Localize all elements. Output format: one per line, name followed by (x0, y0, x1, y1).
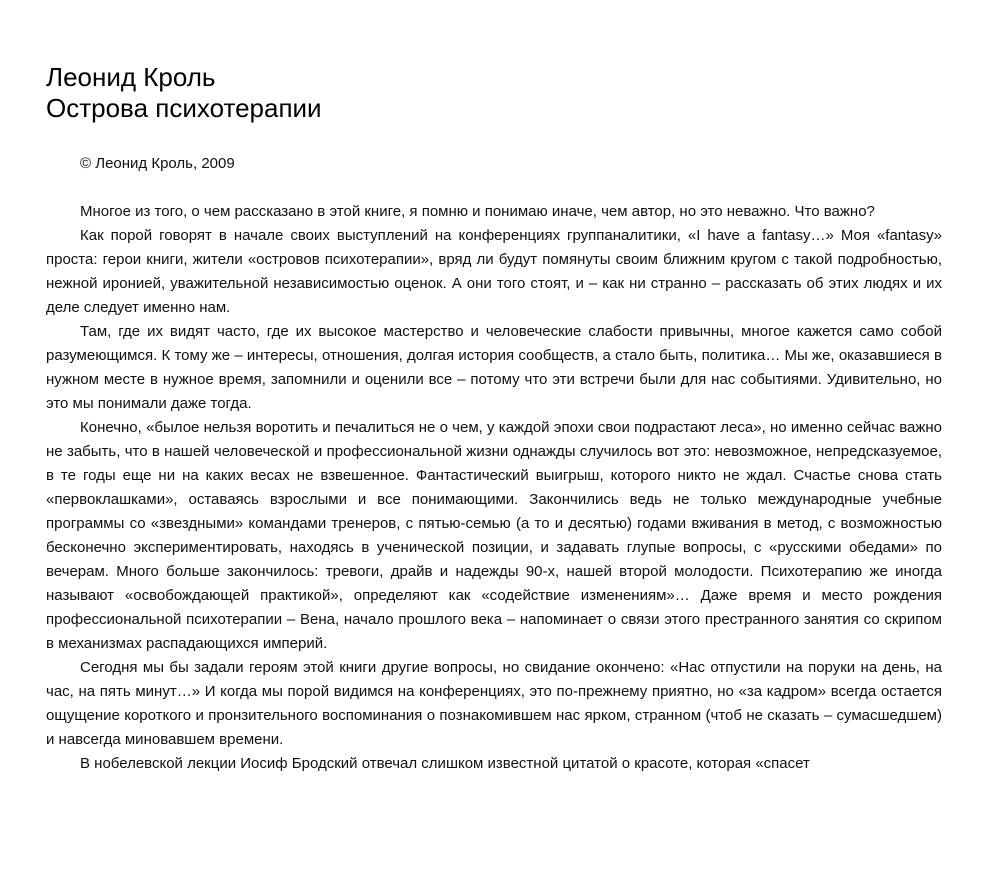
paragraph-4: Конечно, «былое нельзя воротить и печалиться не о чем, у каждой эпохи свои подрастают леса», но именно сейчас важно не забыть, что в нашей человеческой и профессиональной жизни однажды случилось вот это: невозможное, непредсказуемое, в те годы еще ни на каких весах не взвешенное. Фантастический выигрыш, которого никто не ждал. Счастье снова стать «первоклашками», оставаясь взрослыми и все понимающими. Закончились ведь не только международные учебные программы со «звездными» командами тренеров, с пятью-семью (а то и десятью) годами вживания в метод, с возможностью бесконечно экспериментировать, находясь в ученической позиции, и задавать глупые вопросы, с «русскими обедами» по вечерам. Много больше закончилось: тревоги, драйв и надежды 90-х, нашей второй молодости. Психотерапию же иногда называют «освобождающей практикой», определяют как «содействие изменениям»… Даже время и место рождения профессиональной психотерапии – Вена, начало прошлого века – напоминает о связи этого престранного занятия со скрипом в механизмах распадающихся империй. (46, 419, 942, 652)
paragraph-1: Многое из того, о чем рассказано в этой книге, я помню и понимаю иначе, чем автор, но это неважно. Что важно? (80, 203, 875, 220)
title-block (46, 62, 942, 124)
copyright-notice: © Леонид Кроль, 2009 (80, 155, 235, 172)
body-text (46, 200, 942, 776)
paragraph-5: Сегодня мы бы задали героям этой книги другие вопросы, но свидание окончено: «Нас отпустили на поруки на день, на час, на пять минут…» И когда мы порой видимся на конференциях, это по-прежнему приятно, но «за кадром» всегда остается ощущение короткого и пронзительного воспоминания о познакомившем нас ярком, странном (чтоб не сказать – сумасшедшем) и навсегда миновавшем времени. (46, 659, 942, 748)
paragraph-3: Там, где их видят часто, где их высокое мастерство и человеческие слабости привычны, многое кажется само собой разумеющимся. К тому же – интересы, отношения, долгая история сообществ, а стало быть, политика… Мы же, оказавшиеся в нужном месте в нужное время, запомнили и оценили все – потому что эти встречи были для нас событиями. Удивительно, но это мы понимали даже тогда. (46, 323, 942, 412)
author-name: Леонид Кроль (46, 62, 216, 92)
paragraph-2: Как порой говорят в начале своих выступлений на конференциях группаналитики, «I have a fantasy…» Моя «fantasy» проста: герои книги, жители «островов психотерапии», вряд ли будут помянуты своим ближним кругом с такой подробностью, нежной иронией, уважительной независимостью оценок. А они того стоят, и – как ни странно – рассказать об этих людях и их деле следует именно нам. (46, 227, 942, 316)
book-title: Острова психотерапии (46, 93, 322, 123)
paragraph-6: В нобелевской лекции Иосиф Бродский отвечал слишком известной цитатой о красоте, которая «спасет (80, 755, 810, 772)
document-page (46, 62, 942, 776)
